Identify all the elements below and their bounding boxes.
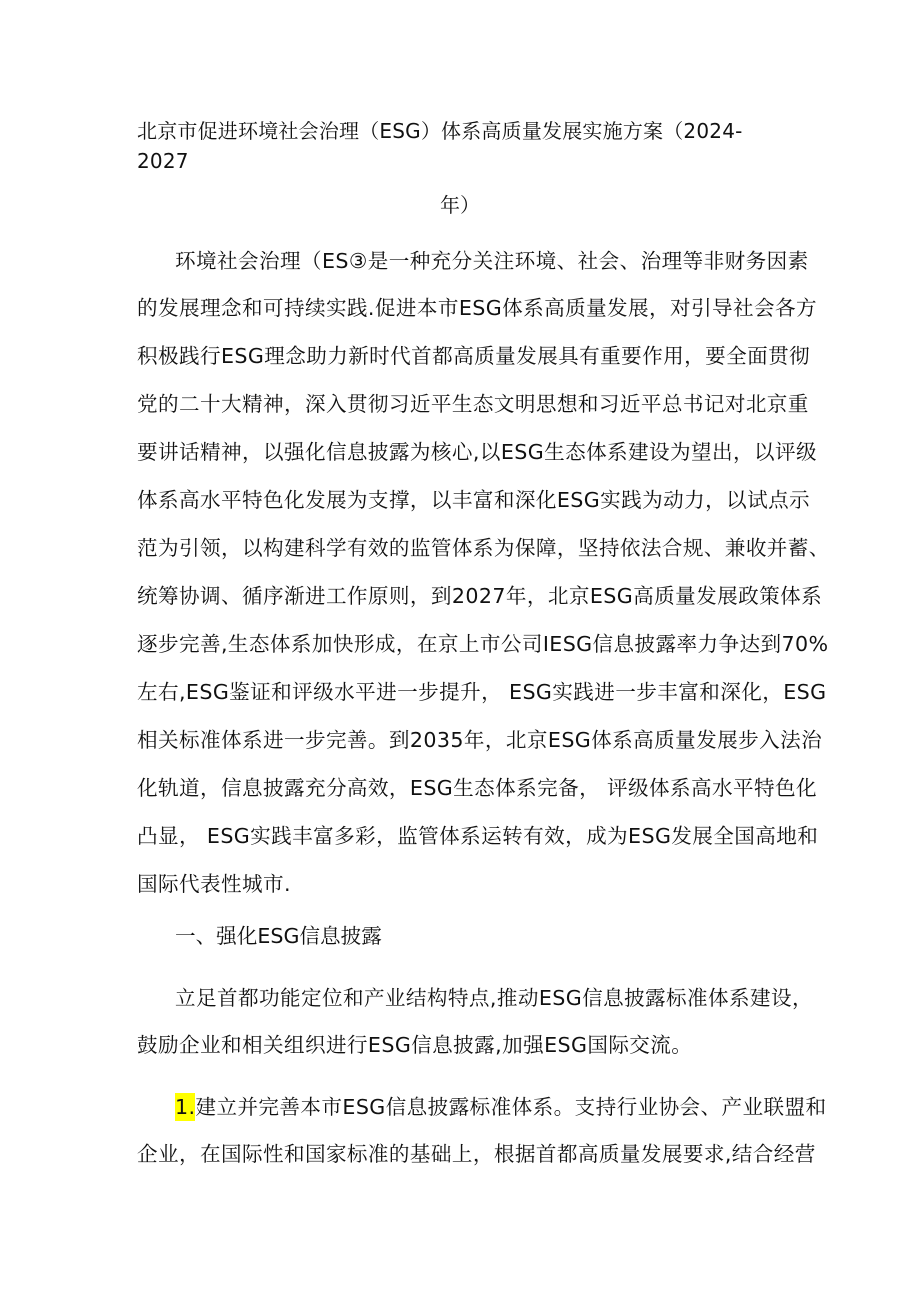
intro-line: 积极践行ESG理念助力新时代首都高质量发展具有重要作用，要全面贯彻: [137, 344, 811, 368]
intro-line: 化轨道，信息披露充分高效，ESG生态体系完备， 评级体系高水平特色化: [137, 776, 817, 800]
document-title-line-1: 北京市促进环境社会治理（ESG）体系高质量发展实施方案（2024-: [137, 119, 743, 143]
intro-line: 要讲话精神，以强化信息披露为核心,以ESG生态体系建设为望出，以评级: [137, 440, 817, 464]
intro-line: 逐步完善,生态体系加快形成，在京上市公司IESG信息披露率力争达到70%: [137, 632, 829, 656]
intro-line: 国际代表性城市.: [137, 872, 291, 896]
intro-line: 党的二十大精神，深入贯彻习近平生态文明思想和习近平总书记对北京重: [137, 392, 809, 416]
intro-line: 相关标准体系进一步完善。到2035年，北京ESG体系高质量发展步入法治: [137, 728, 823, 752]
intro-line: 环境社会治理（ES③是一种充分关注环境、社会、治理等非财务因素: [175, 249, 809, 273]
item-number-highlight: 1.: [175, 1095, 196, 1119]
section-paragraph-line: 鼓励企业和相关组织进行ESG信息披露,加强ESG国际交流。: [137, 1033, 693, 1057]
item-1-line-2: 企业，在国际性和国家标准的基础上，根据首都高质量发展要求,结合经营: [137, 1142, 816, 1166]
document-title-line-2: 2027: [137, 149, 189, 173]
intro-line: 的发展理念和可持续实践.促进本市ESG体系高质量发展，对引导社会各方: [137, 296, 817, 320]
intro-line: 凸显， ESG实践丰富多彩，监管体系运转有效，成为ESG发展全国高地和: [137, 824, 819, 848]
intro-line: 统筹协调、循序渐进工作原则，到2027年，北京ESG高质量发展政策体系: [137, 584, 823, 608]
section-paragraph-line: 立足首都功能定位和产业结构特点,推动ESG信息披露标准体系建设，: [175, 986, 814, 1010]
intro-line: 范为引领，以构建科学有效的监管体系为保障，坚持依法合规、兼收并蓄、: [137, 536, 830, 560]
document-title-line-3: 年）: [440, 193, 480, 217]
item-1-line-1: [175, 1092, 827, 1122]
intro-line: 体系高水平特色化发展为支撑，以丰富和深化ESG实践为动力，以试点示: [137, 488, 811, 512]
intro-line: 左右,ESG鉴证和评级水平进一步提升， ESG实践进一步丰富和深化，ESG: [137, 680, 827, 704]
section-heading: 一、强化ESG信息披露: [175, 924, 382, 948]
item-1-text: 建立并完善本市ESG信息披露标准体系。支持行业协会、产业联盟和: [195, 1095, 827, 1119]
